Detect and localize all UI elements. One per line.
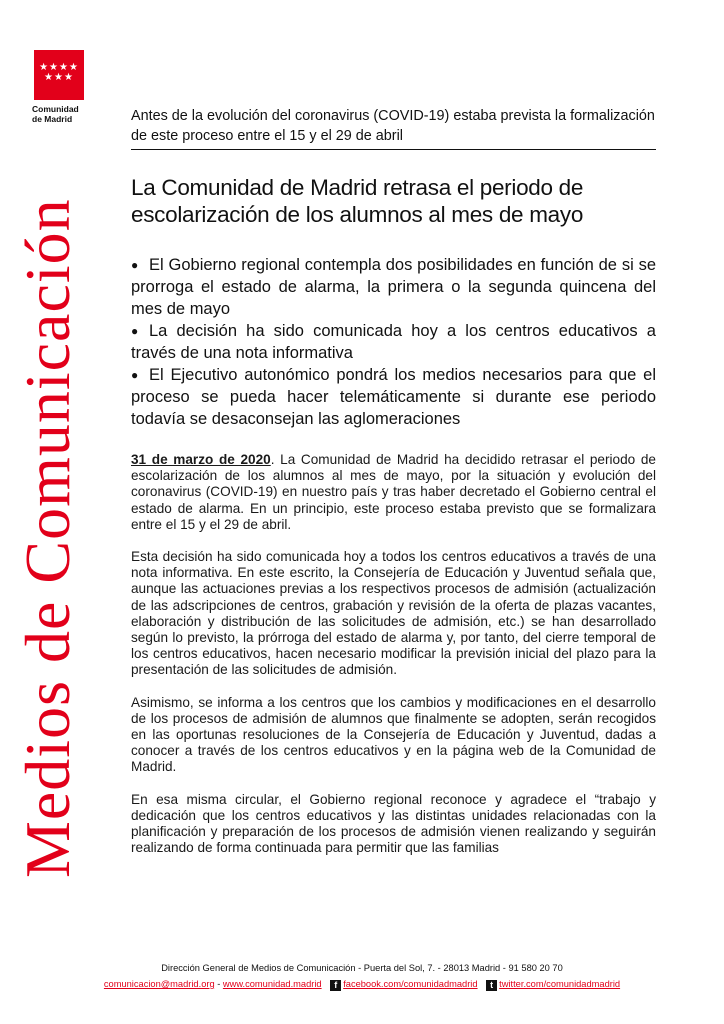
footer-address: Dirección General de Medios de Comunicación - Puerta del Sol, 7. - 28013 Madrid - 91 580 20 70 xyxy=(161,963,563,973)
org-name-line1: Comunidad xyxy=(32,104,79,114)
separator: - xyxy=(214,979,223,989)
org-name-line2: de Madrid xyxy=(32,114,73,124)
facebook-link[interactable]: facebook.com/comunidadmadrid xyxy=(343,979,478,989)
page-title: La Comunidad de Madrid retrasa el periodo de escolarización de los alumnos al mes de mayo xyxy=(131,175,584,227)
twitter-icon: t xyxy=(486,980,497,991)
paragraph: Esta decisión ha sido comunicada hoy a todos los centros educativos a través de una nota informativa. En este escrito, la Consejería de Educación y Juventud señala que, aunque las actuaciones previas a los respectivos procesos de admisión (actualización de las adscripciones de centros, grabación y revisión de la oferta de plazas vacantes, elaboración y distribución de las solicitudes de admisión, etc.) se han desarrollado según lo previsto, la prórroga del estado de alarma y, por tanto, del cierre temporal de los centros educativos, hacen necesario modificar la previsión inicial del plazo para la presentación de las solicitudes de admisión. xyxy=(131,549,656,678)
bullet-icon: ● xyxy=(131,368,139,382)
key-points-list xyxy=(131,254,656,430)
paragraph: En esa misma circular, el Gobierno regional reconoce y agradece el “trabajo y dedicación que los centros educativos y las distintas unidades relacionadas con la planificación y preparación de los procesos de admisión vienen realizando y seguirán realizando de forma continuada para permitir que las familias xyxy=(131,791,656,856)
subheading: Antes de la evolución del coronavirus (COVID-19) estaba prevista la formalización de este proceso entre el 15 y el 29 de abril xyxy=(131,106,656,150)
logo-stars: ★★★★ ★★★ xyxy=(39,62,79,83)
website-link[interactable]: www.comunidad.madrid xyxy=(222,979,322,989)
article-body xyxy=(131,452,656,872)
twitter-link[interactable]: twitter.com/comunidadmadrid xyxy=(499,979,621,989)
org-name xyxy=(32,104,92,124)
email-link[interactable]: comunicacion@madrid.org xyxy=(103,979,215,989)
key-point: ● El Gobierno regional contempla dos posibilidades en función de si se prorroga el estado de alarma, la primera o la segunda quincena del mes de mayo xyxy=(131,256,656,318)
facebook-icon: f xyxy=(330,980,341,991)
footer-links xyxy=(0,979,724,991)
vertical-section-title: Medios de Comunicación xyxy=(12,198,83,878)
key-point: ● El Ejecutivo autonómico pondrá los medios necesarios para que el proceso se pueda hacer telemáticamente si durante ese periodo todavía se desaconsejan las aglomeraciones xyxy=(131,366,656,428)
bullet-icon: ● xyxy=(131,258,139,272)
paragraph: Asimismo, se informa a los centros que los cambios y modificaciones en el desarrollo de los procesos de admisión de alumnos que finalmente se adopten, serán recogidos en las oportunas resoluciones de la Consejería de Educación y Juventud, dadas a conocer a través de los centros educativos y en la página web de la Comunidad de Madrid. xyxy=(131,694,656,775)
bullet-icon: ● xyxy=(131,324,139,338)
key-point: ● La decisión ha sido comunicada hoy a los centros educativos a través de una nota informativa xyxy=(131,322,656,362)
dateline: 31 de marzo de 2020 xyxy=(131,452,271,467)
comunidad-madrid-logo xyxy=(34,50,84,100)
paragraph: 31 de marzo de 2020. La Comunidad de Madrid ha decidido retrasar el periodo de escolarización de los alumnos al mes de mayo, por la situación y evolución del coronavirus (COVID-19) en nuestro país y tras haber decretado el Gobierno central el estado de alarma. En un principio, este proceso estaba previsto que se formalizara entre el 15 y el 29 de abril. xyxy=(131,452,656,532)
